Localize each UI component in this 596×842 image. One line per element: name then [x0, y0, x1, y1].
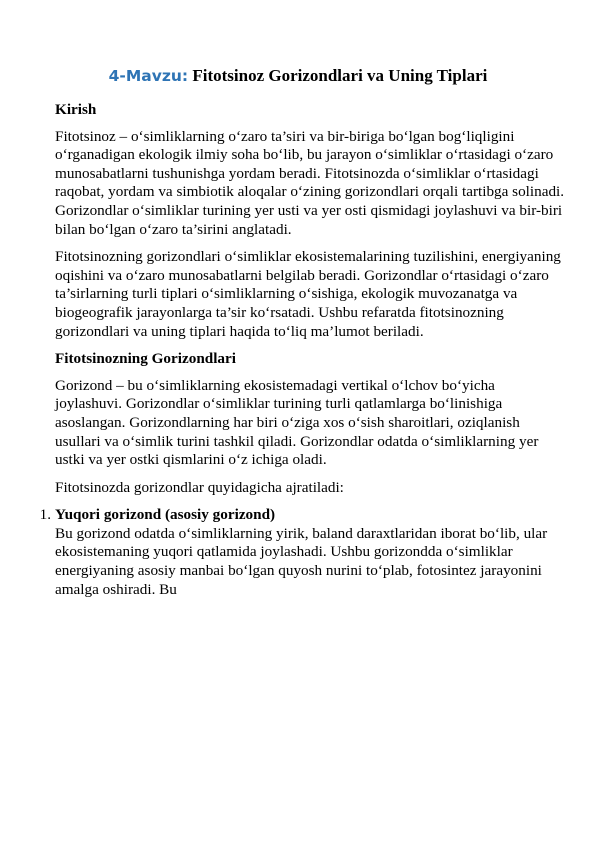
paragraph: Fitotsinoz – o‘simliklarning o‘zaro ta’siri va bir-biriga bo‘lgan bog‘liqligini o‘rganadigan ekologik ilmiy soha bo‘lib, bu jarayon o‘simliklar o‘rtasidagi o‘zaro munosabatlarni tushunishga yordam beradi. Fitotsinozda o‘simliklar o‘rtasidagi raqobat, yordam va simbiotik aloqalar o‘zining gorizondlari orqali tartibga solinadi. Gorizondlar o‘simliklar turining yer usti va yer osti qismidagi joylashuvi va bir-biri bilan bo‘lgan o‘zaro ta’sirini anglatadi.	[55, 127, 565, 238]
page-title	[0, 65, 596, 87]
title-text: Fitotsinoz Gorizondlari va Uning Tiplari	[192, 66, 488, 85]
paragraph: Fitotsinozda gorizondlar quyidagicha ajratiladi:	[55, 478, 344, 496]
paragraph: Fitotsinozning gorizondlari o‘simliklar ekosistemalarining tuzilishini, energiyaning oqishini va o‘zaro munosabatlarni belgilab beradi. Gorizondlar o‘rtasidagi o‘zaro ta’sirlarning turli tiplari o‘simliklarning o‘sishiga, ekologik muvozanatga va biogeografik jarayonlarga ta’sir ko‘rsatadi. Ushbu refaratda fitotsinozning gorizondlari va uning tiplari haqida to‘liq ma’lumot beriladi.	[55, 248, 561, 340]
document-body	[39, 101, 565, 599]
topic-number: 4-Mavzu:	[108, 67, 189, 85]
list-item-title: Yuqori gorizond (asosiy gorizond)	[55, 506, 276, 524]
section-heading-gorizondlar: Fitotsinozning Gorizondlari	[55, 350, 236, 368]
list-item-text: Bu gorizond odatda o‘simliklarning yirik, baland daraxtlaridan iborat bo‘lib, ular ekosistemaning yuqori qatlamida joylashadi. Ushbu gorizondda o‘simliklar energiyaning asosiy manbai bo‘lgan quyosh nurini to‘plab, fotosintez jarayonini amalga oshiradi. Bu	[55, 524, 548, 598]
list-number: 1.	[39, 506, 51, 524]
section-heading-kirish: Kirish	[55, 101, 97, 118]
paragraph: Gorizond – bu o‘simliklarning ekosistemadagi vertikal o‘lchov bo‘yicha joylashuvi. Gorizondlar o‘simliklar turining turli qatlamlarga bo‘linishiga asoslangan. Gorizondlarning har biri o‘ziga xos o‘sish sharoitlari, oziqlanish usullari va o‘simlik turini tashkil qiladi. Gorizondlar odatda o‘simliklarning yer ustki va yer ostki qismlarini o‘z ichiga oladi.	[55, 376, 539, 469]
numbered-list	[39, 506, 565, 599]
list-item	[39, 506, 565, 599]
